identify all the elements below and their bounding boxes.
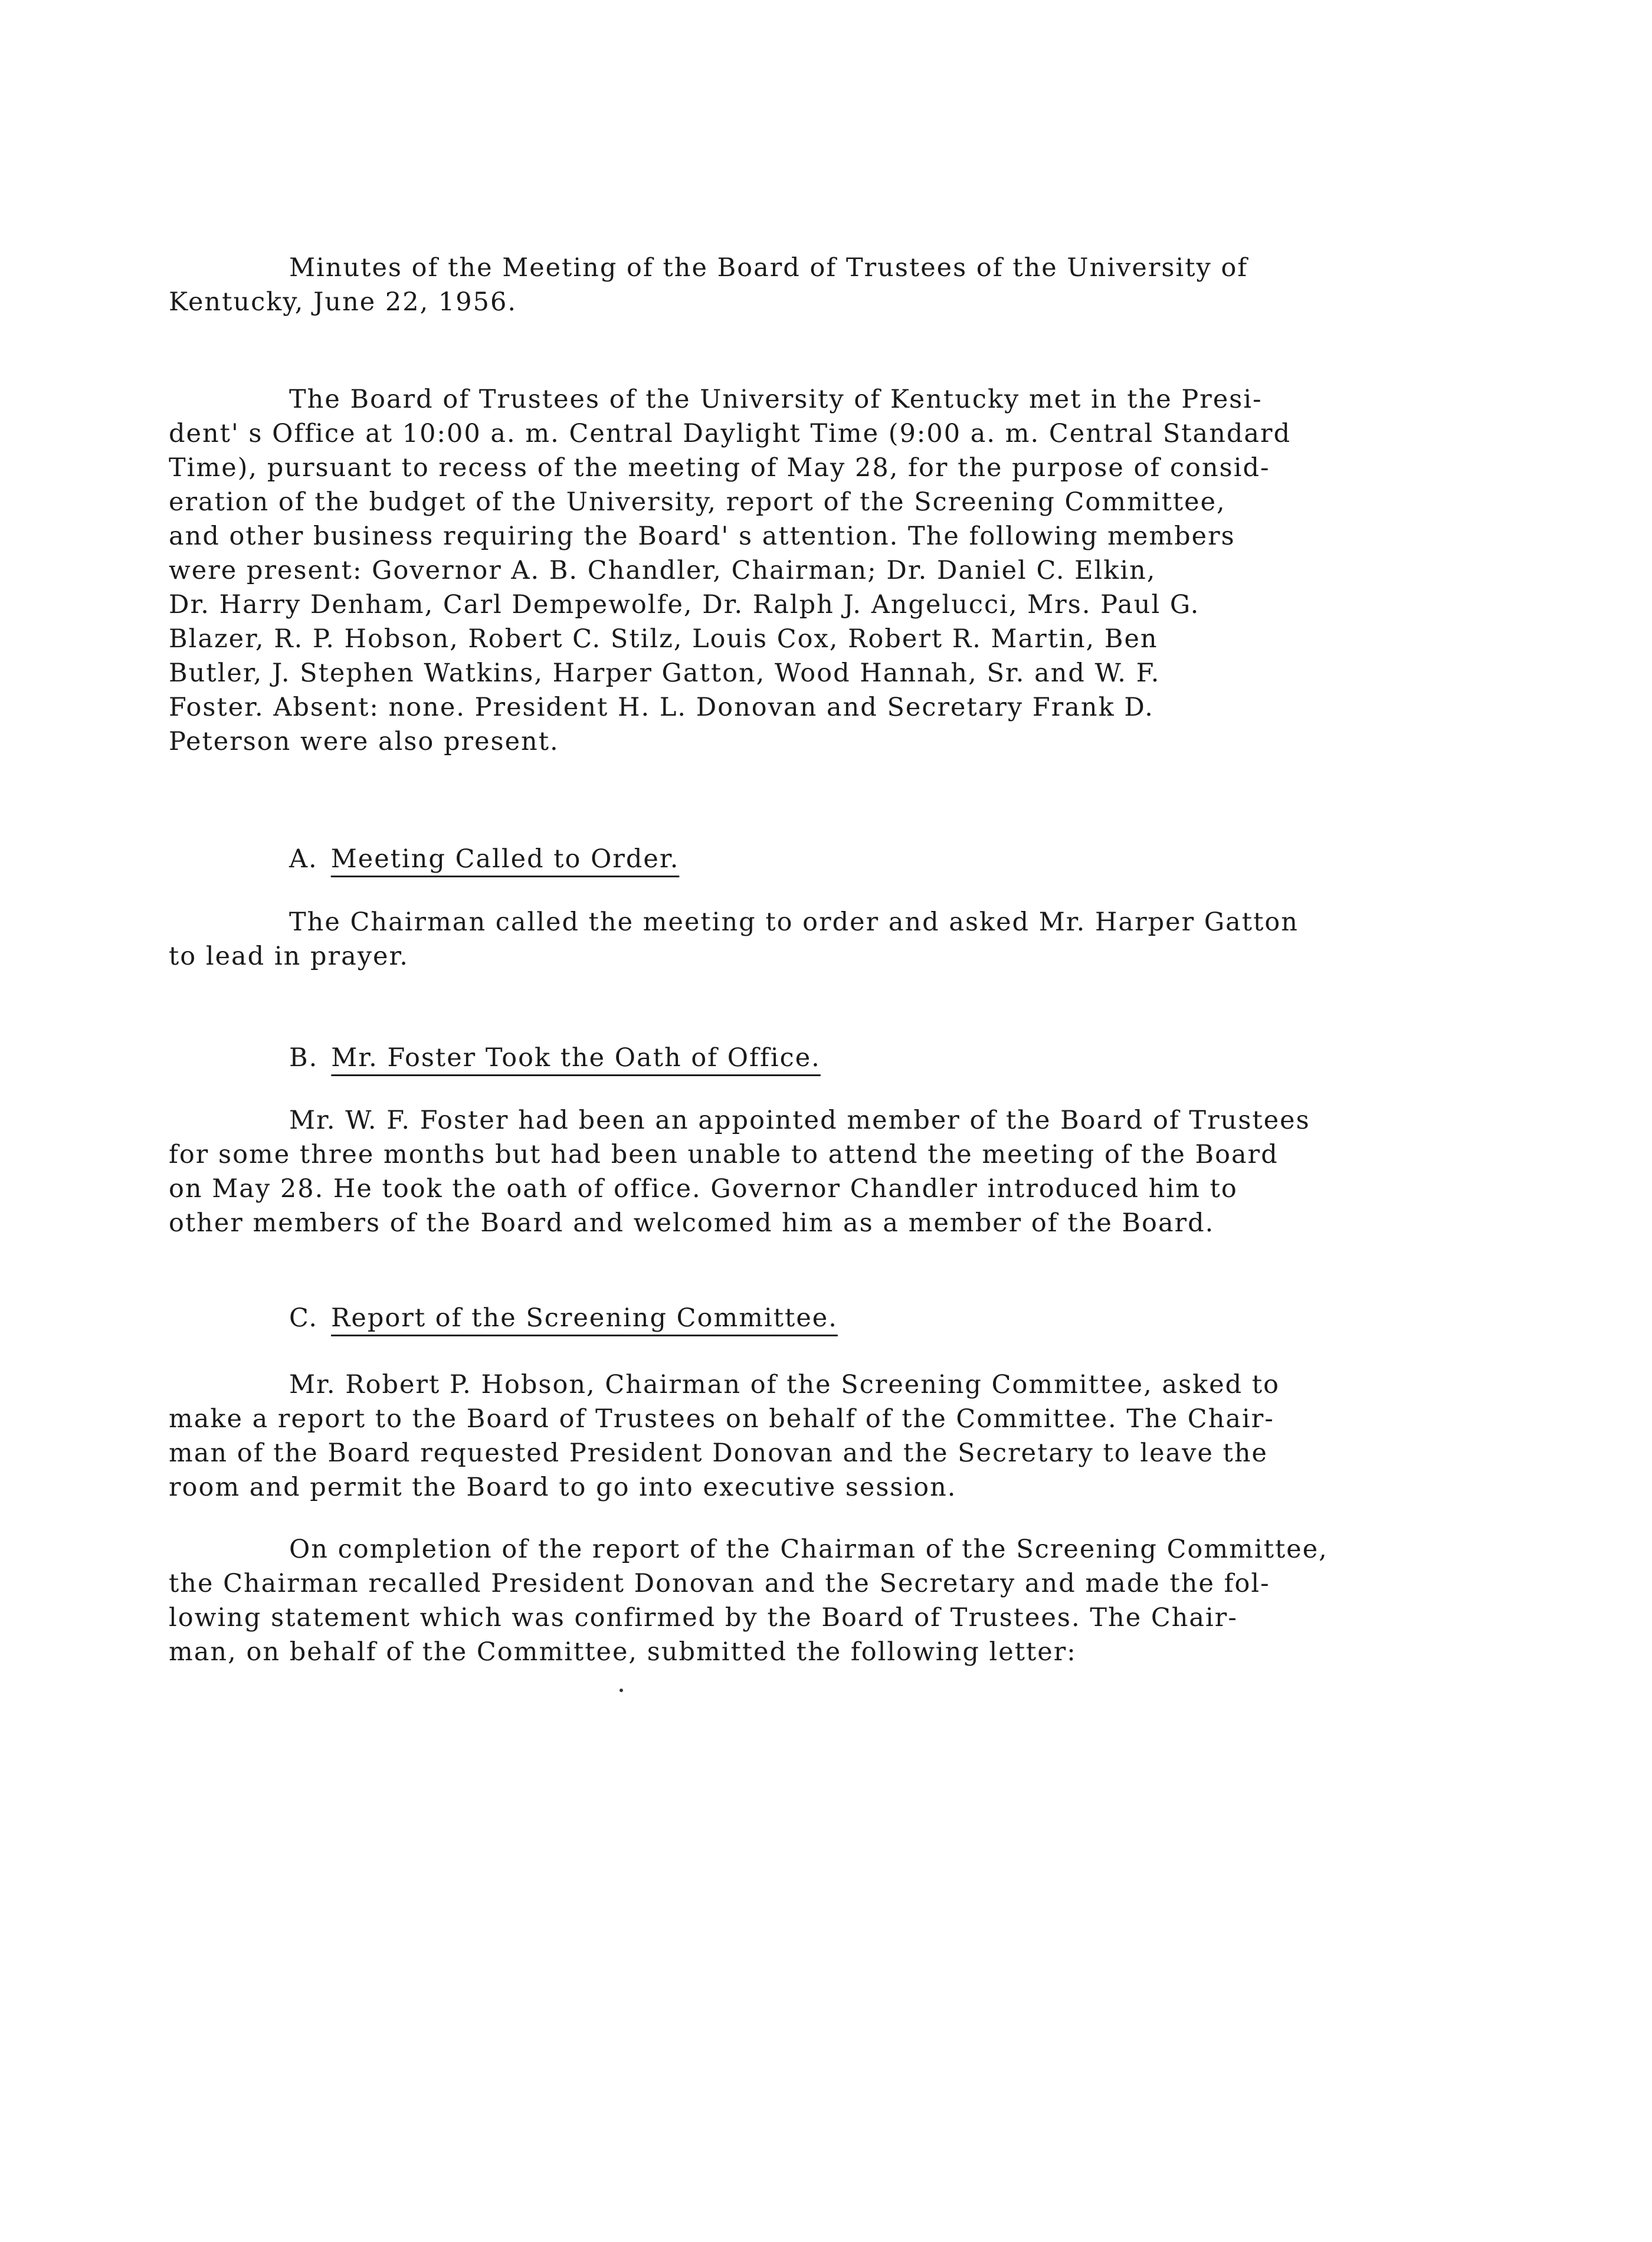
section-b-title: Mr. Foster Took the Oath of Office. (331, 1043, 821, 1073)
section-b-paragraph-text: Mr. W. F. Foster had been an appointed member of the Board of Trustees for some three months but had been unable to attend the meeting of the Board on May 28. He took the oath of office. Governor Chandler introduced him to other members of the Board and welcomed him as a member of the Board. (169, 1106, 1310, 1238)
section-b-paragraph (169, 1103, 1526, 1240)
section-c-heading (289, 1301, 838, 1335)
section-c-paragraph-1-text: Mr. Robert P. Hobson, Chairman of the Screening Committee, asked to make a report to the Board of Trustees on behalf of the Committee. The Chair- man of the Board requested President Donovan and the Secretary to leave the room and permit the Board to go into executive session. (169, 1370, 1280, 1502)
section-c-paragraph-2 (169, 1532, 1526, 1669)
section-a-paragraph-text: The Chairman called the meeting to order and asked Mr. Harper Gatton to lead in prayer. (169, 907, 1299, 971)
section-b-letter: B. (289, 1043, 319, 1073)
section-b-heading (289, 1041, 821, 1075)
section-a-paragraph (169, 905, 1526, 974)
section-c-letter: C. (289, 1303, 319, 1333)
section-a-heading (289, 842, 679, 876)
section-a-title: Meeting Called to Order. (330, 844, 680, 874)
minutes-title-text: Minutes of the Meeting of the Board of Trustees of the University of Kentucky, June 22, 1956. (169, 253, 1248, 317)
minutes-title-paragraph (169, 251, 1526, 319)
section-c-paragraph-1 (169, 1368, 1526, 1504)
intro-paragraph-text: The Board of Trustees of the University of Kentucky met in the Presi- dent' s Office at 10:00 a. m. Central Daylight Time (9:00 a. m. Central Standard Time), pursuant to recess of the meeting of May 28, for the purpose of consid- eration of the budget of the University, report of the Screening Committee, and other business requiring the Board' s attention. The following members were present: Governor A. B. Chandler, Chairman; Dr. Daniel C. Elkin, Dr. Harry Denham, Carl Dempewolfe, Dr. Ralph J. Angelucci, Mrs. Paul G. Blazer, R. P. Hobson, Robert C. Stilz, Louis Cox, Robert R. Martin, Ben Butler, J. Stephen Watkins, Harper Gatton, Wood Hannah, Sr. and W. F. Foster. Absent: none. President H. L. Donovan and Secretary Frank D. Peterson were also present. (169, 385, 1292, 756)
section-c-title: Report of the Screening Committee. (331, 1303, 838, 1333)
section-c-paragraph-2-text: On completion of the report of the Chairman of the Screening Committee, the Chairman recalled President Donovan and the Secretary and made the fol- lowing statement which was confirmed by the Board of Trustees. The Chair- man, on behalf of the Committee, submitted the following letter: (169, 1535, 1328, 1667)
section-a-letter: A. (289, 844, 318, 874)
scan-speck (620, 1689, 623, 1692)
intro-paragraph (169, 382, 1526, 759)
